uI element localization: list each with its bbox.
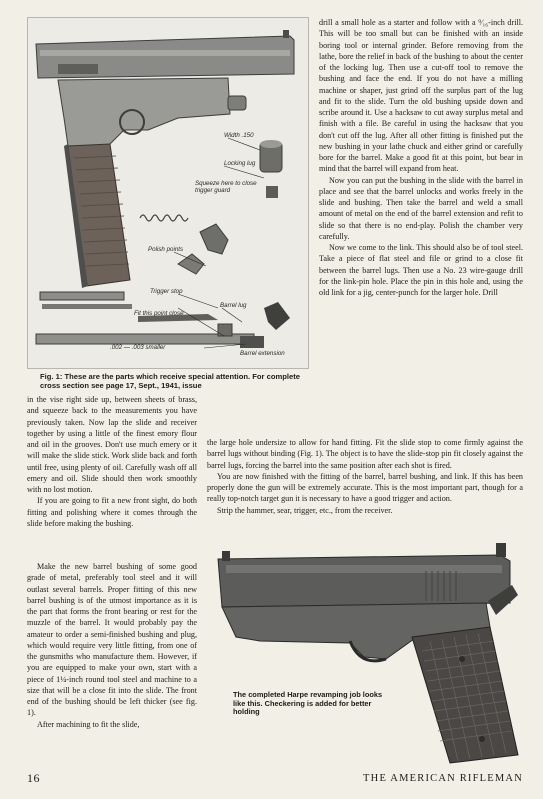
paragraph: You are now finished with the fitting of the barrel, barrel bushing, and link. If this has been properly done the gun will be extremely accurate. This is the most important part, though for a really top-notch target gun it is necessary to have a good trigger and action.	[207, 471, 523, 504]
figure-1-caption: Fig. 1: These are the parts which receive special attention. For complete cross section see page 17, Sept., 1941, issue	[40, 372, 300, 391]
paragraph: Strip the hammer, sear, trigger, etc., from the receiver.	[217, 505, 393, 515]
callout-width: Width .150	[224, 132, 254, 139]
page-number: 16	[27, 771, 40, 785]
right-column-text	[319, 17, 523, 298]
completed-pistol-illustration	[200, 541, 530, 766]
paragraph: drill a small hole as a starter and follow with a ⁹⁄₁₆-inch drill. This will be too small but can be finished with an inside boring tool or internal grinder. Before removing from the lathe, bore the relief in back of the bushing to about the center of the locking lug. Then use a cut-off tool to remove the bushing and face the end. If you do not have a milling machine or shaper, just grind off the surplus part of the lug and fit to the slide. Turn the old bushing upside down and scribe around it. Use a hacksaw to cut away surplus metal and finish with a file. Be careful in using the hacksaw that you don't cut off the lug. After all other fitting is finished put the new bushing in your lathe chuck and either grind or carefully bore for the barrel. Make a good fit at this point, but bear in mind that the barrel will expand from heat.	[319, 18, 523, 174]
callout-trigger-stop: Trigger stop	[150, 288, 183, 295]
paragraph: If you are going to fit a new front sight, do both fitting and polishing where it comes through the slide before making the bushing.	[27, 496, 197, 528]
paragraph: Now you can put the bushing in the slide with the barrel in place and see that the barrel unlocks and works freely in the slide and bushing. Then take the barrel and weld a small amount of metal on the end of the barrel extension and refit to slide so that there is no end-play. Polish the chamber very carefully.	[319, 175, 523, 241]
paragraph: the large hole undersize to allow for hand fitting. Fit the slide stop to come firmly against the barrel lugs without binding (Fig. 1). The object is to have the slide-stop pin fit closely against the barrel lugs, forcing the barrel into the same position after each shot is fired.	[207, 438, 523, 470]
callout-fit-point: Fit this point close	[134, 310, 184, 317]
figure-2-photo	[200, 541, 530, 766]
callout-polish-points: Polish points	[148, 246, 184, 253]
figure-1-photo	[27, 17, 309, 369]
paragraph: in the vise right side up, between sheets of brass, and squeeze back to the measurements you have previously taken. Now lap the slide and receiver together by using a little of the finest emory flour and oil in the grooves. Don't use much emery or it will make the slide stick. Work slide back and forth until free, using plenty of oil. Carefully wash off all emery and oil. Slide should then work smoothly with no lost motion.	[27, 395, 197, 494]
callout-squeeze: Squeeze here to close trigger guard	[195, 180, 257, 194]
figure-2-caption: The completed Harpe revamping job looks like this. Checkering is added for better holding	[233, 690, 383, 717]
paragraph: Now we come to the link. This should also be of tool steel. Take a piece of flat steel and file or grind to a close fit between the barrel lugs. Then use a No. 23 wire-gauge drill for the link-pin hole. Place the pin in this hole and, using the old link for a jig, center-punch for the larger hole. Drill	[319, 243, 523, 297]
wide-right-text	[207, 437, 523, 516]
callout-barrel-extension: Barrel extension	[240, 350, 285, 357]
callout-smaller: .002 — .003 smaller	[110, 344, 166, 351]
callout-locking-lug: Locking lug	[224, 160, 256, 167]
narrow-column-text	[27, 561, 197, 730]
paragraph: After machining to fit the slide,	[37, 719, 140, 729]
callout-barrel-lug: Barrel lug	[220, 302, 247, 309]
magazine-title: THE AMERICAN RIFLEMAN	[363, 773, 523, 784]
left-column-text	[27, 394, 197, 529]
paragraph: Make the new barrel bushing of some good grade of metal, preferably tool steel and it will outlast several barrels. Proper fitting of this new barrel bushing is of the utmost importance as it is the part that forms the front bearing or rest for the muzzle of the barrel. It would probably pay the amateur to order a semi-finished bushing and plug, which would require very little fitting, from one of the gunsmiths who manufacture them. However, if you are equipped to make your own, start with a piece of 1¼-inch round tool steel and machine to a size that will be a close fit into the slide. The front end of the bushing should be left thicker (see fig. 1).	[27, 562, 197, 718]
